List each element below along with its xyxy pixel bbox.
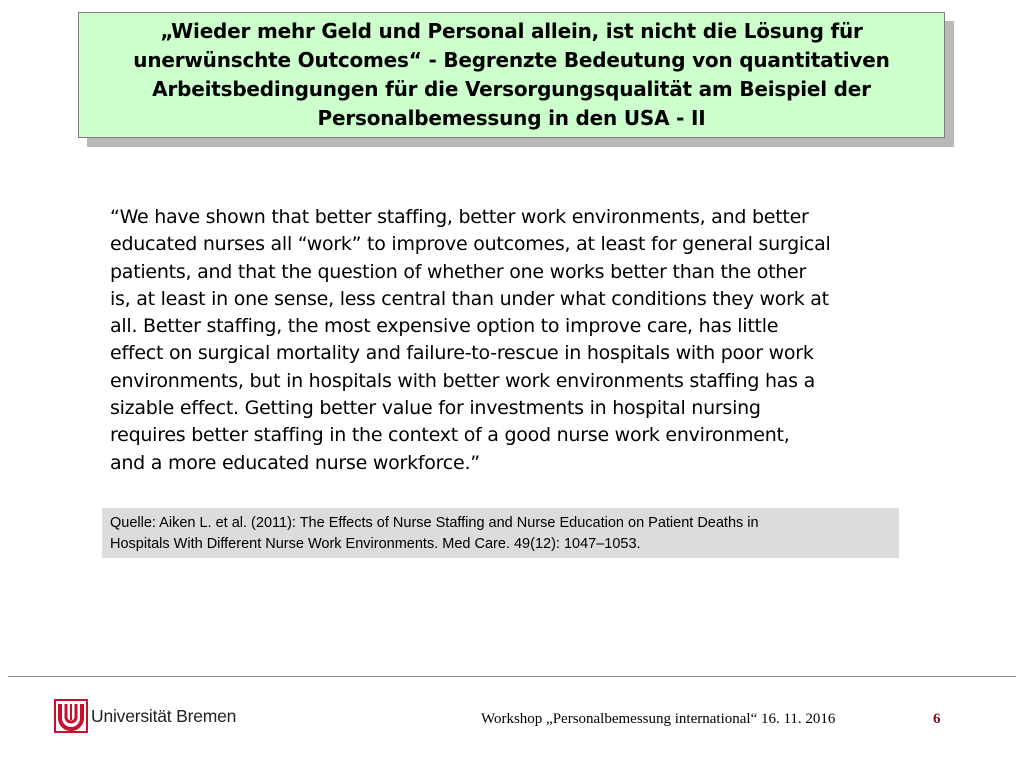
quote-text: “We have shown that better staffing, better work environments, and better educated nurses all “work” to improve outcomes, at least for general surgical patients, and that the question of whether one works better than the other is, at least in one sense, less central than under what conditions they work at all. Better staffing, the most expensive option to improve care, has little effect on surgical mortality and failure-to-rescue in hospitals with poor work environments, but in hospitals with better work environments staffing has a sizable effect. Getting better value for investments in hospital nursing requires better staffing in the context of a good nurse work environment, and a more educated nurse workforce.” (110, 206, 831, 474)
university-bremen-logo-icon (54, 698, 88, 734)
university-logo (54, 698, 236, 734)
university-name: Universität Bremen (91, 705, 237, 726)
footer-divider (8, 676, 1016, 677)
title-box (78, 12, 945, 138)
slide-title: „Wieder mehr Geld und Personal allein, ist nicht die Lösung für unerwünschte Outcomes“ - Begrenzte Bedeutung von quantitativen Arbeitsbedingungen für die Versorgungsqualität am Beispiel der Personalbemessung in den USA - II (133, 19, 890, 130)
source-citation: Quelle: Aiken L. et al. (2011): The Effects of Nurse Staffing and Nurse Education on Patient Deaths in Hospitals With Different Nurse Work Environments. Med Care. 49(12): 1047–1053. (110, 515, 759, 552)
footer-event: Workshop „Personalbemessung international“ 16. 11. 2016 (481, 711, 836, 727)
source-box (102, 508, 899, 558)
page-number: 6 (933, 711, 941, 727)
